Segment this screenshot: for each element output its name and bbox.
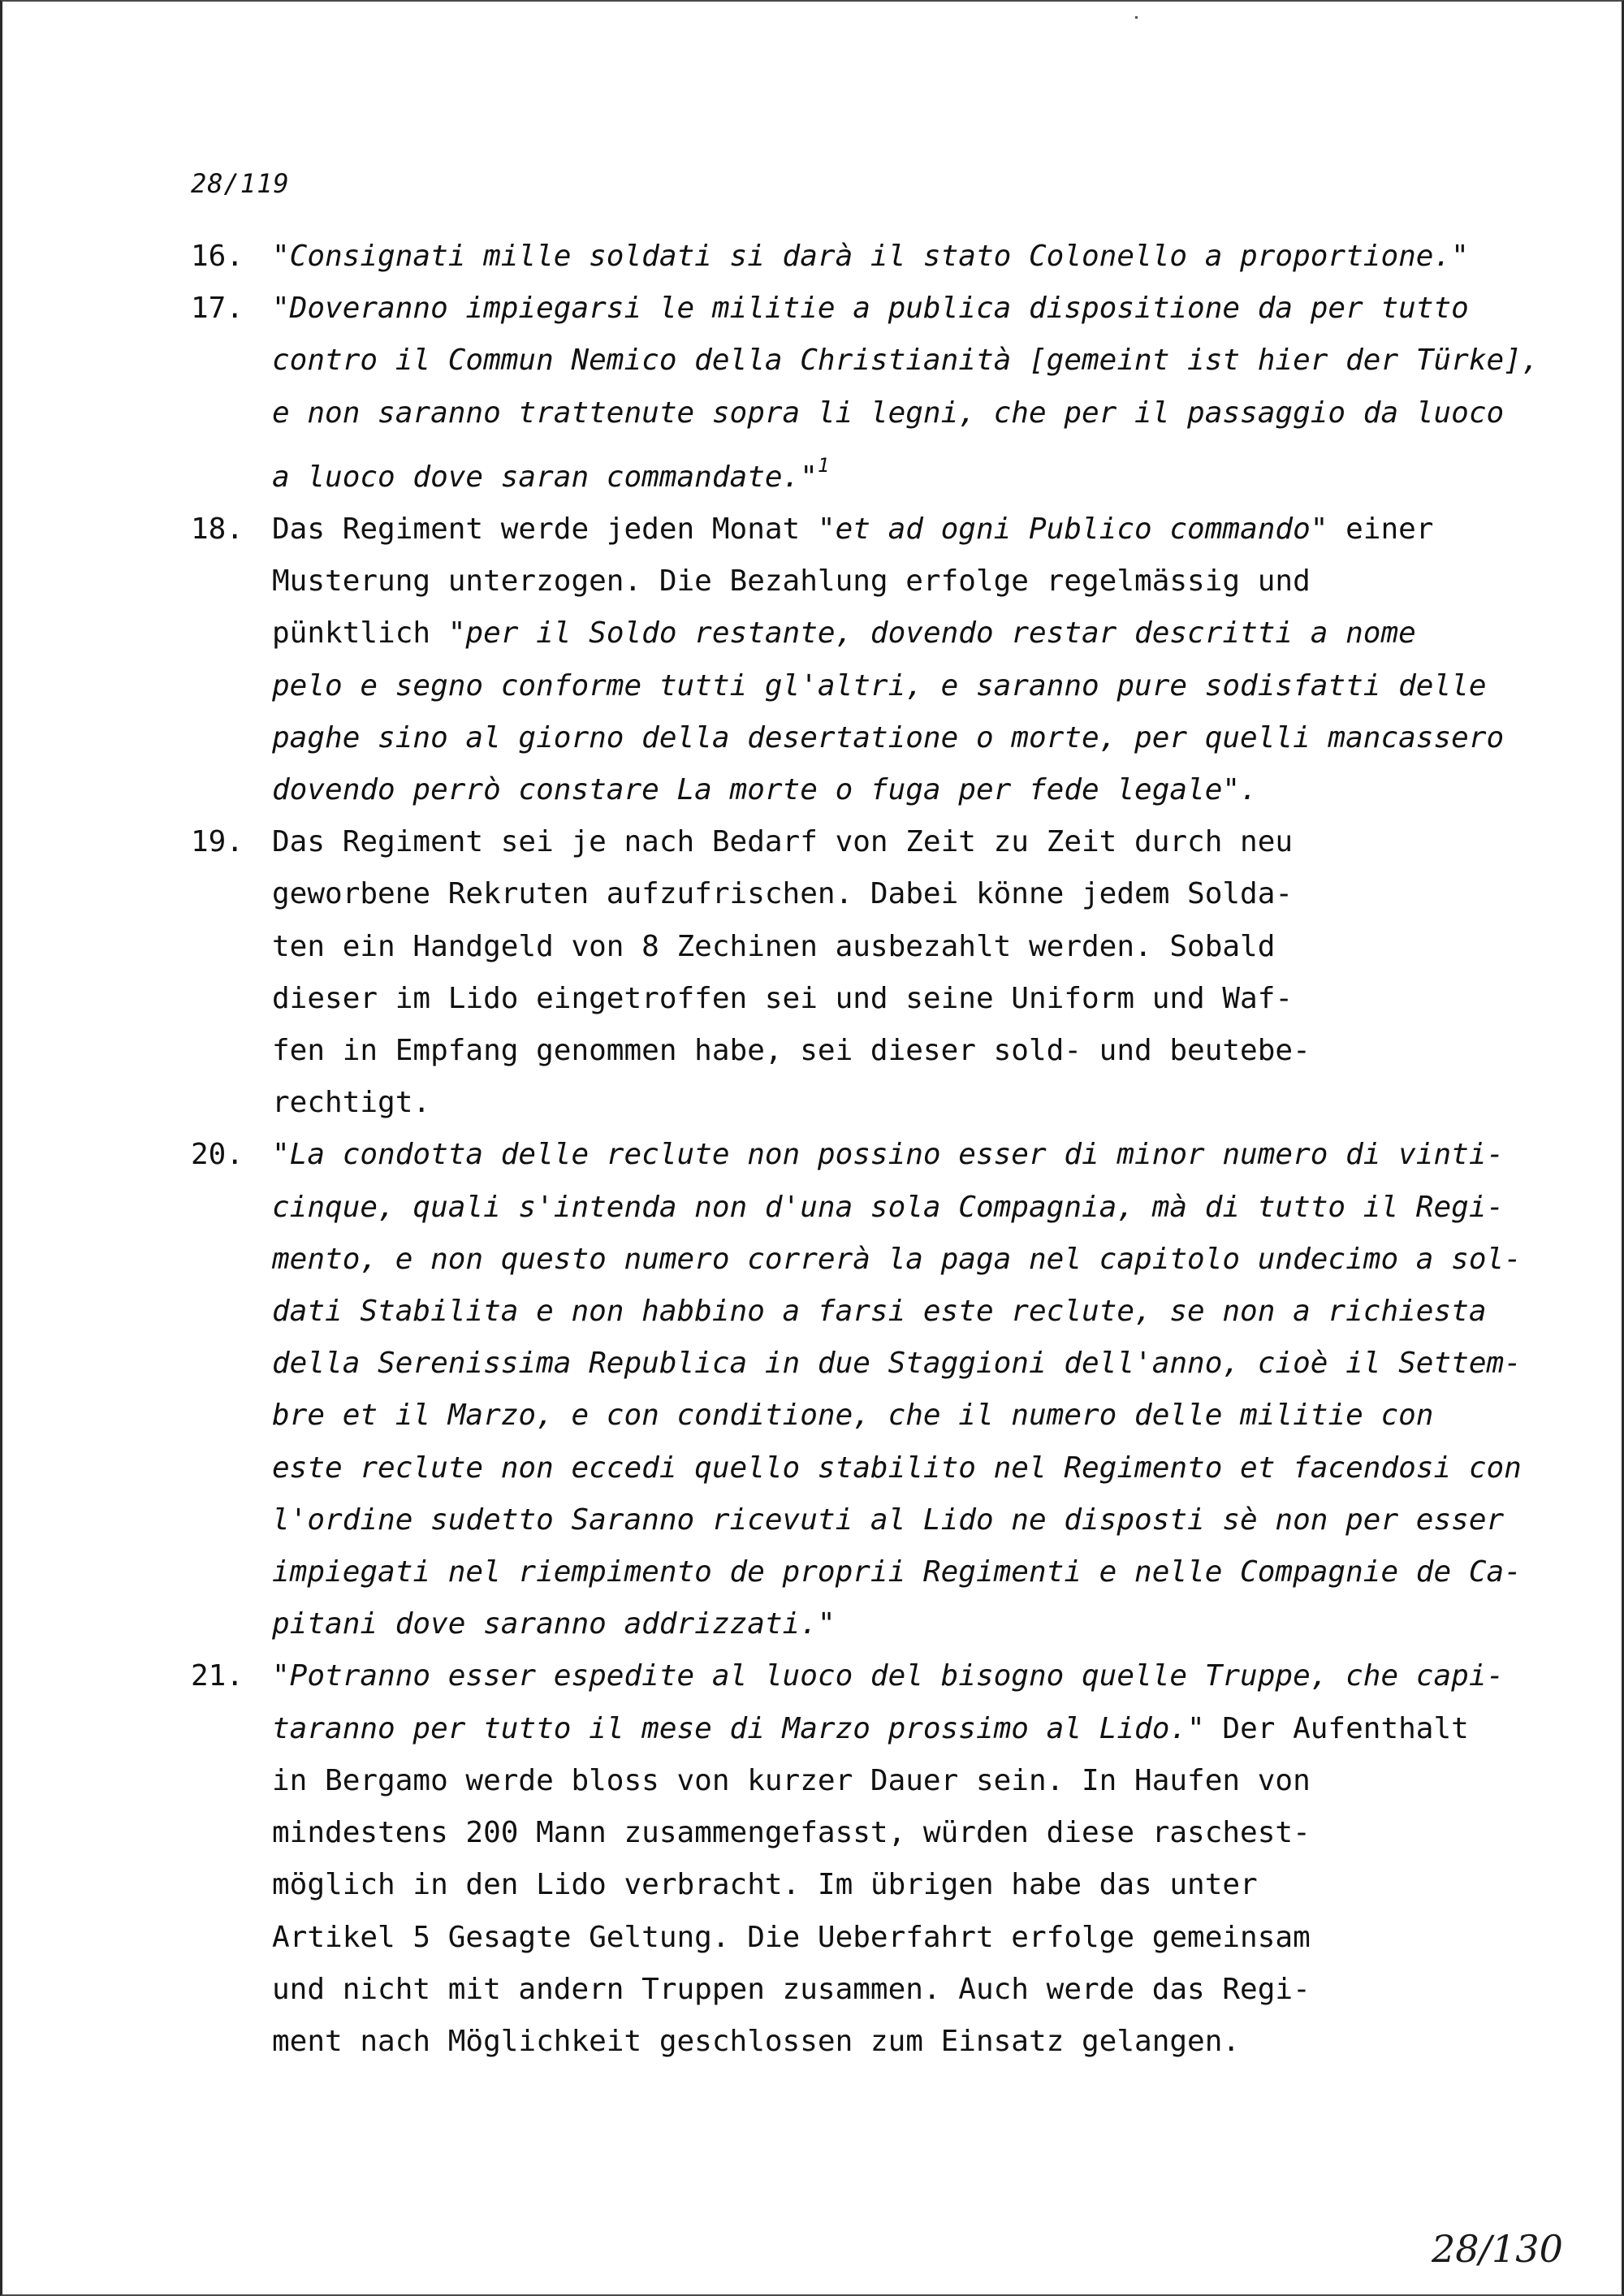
quoted-italian: taranno per tutto il mese di Marzo prossimo al Lido." <box>272 1711 1205 1745</box>
article-text-line: pitani dove saranno addrizzati." <box>272 1607 836 1641</box>
article-text-line: rechtigt. <box>272 1086 431 1120</box>
article-text-line: dati Stabilita e non habbino a farsi este reclute, se non a richiesta <box>272 1295 1487 1329</box>
handwritten-page-number: 28/130 <box>1432 2227 1563 2271</box>
article-number: 21. <box>191 1659 244 1693</box>
article-text-line: paghe sino al giorno della desertatione o morte, per quelli mancassero <box>272 720 1505 755</box>
article-20 <box>191 1129 1522 1650</box>
article-text-line: "Potranno esser espedite al luoco del bisogno quelle Truppe, che capi- <box>272 1659 1505 1693</box>
article-text-line: "La condotta delle reclute non possino esser di minor numero di vinti- <box>272 1138 1505 1172</box>
article-text-line: contro il Commun Nemico della Christianità [gemeint ist hier der Türke], <box>272 344 1540 378</box>
article-number: 20. <box>191 1138 244 1172</box>
article-text: einer <box>1328 512 1434 547</box>
article-text-line: este reclute non eccedi quello stabilito nel Regimento et facendosi con <box>272 1451 1522 1485</box>
article-text-line: Artikel 5 Gesagte Geltung. Die Ueberfahrt erfolge gemeinsam <box>272 1920 1311 1954</box>
article-number: 16. <box>191 240 244 273</box>
article-21 <box>191 1650 1505 2068</box>
article-text-line: möglich in den Lido verbracht. Im übrigen habe das unter <box>272 1868 1258 1902</box>
article-17 <box>191 283 1540 504</box>
article-text-line: Musterung unterzogen. Die Bezahlung erfolge regelmässig und <box>272 564 1311 599</box>
article-18 <box>191 504 1505 816</box>
footnote-marker: 1 <box>817 453 830 477</box>
article-text-line: pelo e segno conforme tutti gl'altri, e saranno pure sodisfatti delle <box>272 668 1487 703</box>
article-text-line: dovendo perrò constare La morte o fuga per fede legale". <box>272 773 1258 807</box>
article-text-line: impiegati nel riempimento de proprii Regimenti e nelle Compagnie de Ca- <box>272 1555 1522 1589</box>
page-number: 28/119 <box>191 168 290 199</box>
article-number: 17. <box>191 292 244 326</box>
quoted-italian: "et ad ogni Publico commando" <box>817 512 1328 547</box>
article-text-line: "Consignati mille soldati si darà il stato Colonello a proportione." <box>272 240 1469 273</box>
article-text: pünktlich <box>272 616 448 651</box>
article-16 <box>191 231 1469 283</box>
article-text-line: geworbene Rekruten aufzufrischen. Dabei könne jedem Solda- <box>272 877 1294 911</box>
article-text-line: "Doveranno impiegarsi le militie a publica dispositione da per tutto <box>272 292 1469 326</box>
article-text-line: in Bergamo werde bloss von kurzer Dauer sein. In Haufen von <box>272 1763 1311 1797</box>
article-text-line: della Serenissima Republica in due Staggioni dell'anno, cioè il Settem- <box>272 1347 1522 1381</box>
article-text-line: mindestens 200 Mann zusammengefasst, würden diese raschest- <box>272 1816 1311 1850</box>
article-text-line: fen in Empfang genommen habe, sei dieser sold- und beutebe- <box>272 1034 1311 1068</box>
article-text-line: Das Regiment sei je nach Bedarf von Zeit zu Zeit durch neu <box>272 825 1294 859</box>
article-text-line: ment nach Möglichkeit geschlossen zum Einsatz gelangen. <box>272 2024 1241 2058</box>
article-text-line: cinque, quali s'intenda non d'una sola Compagnia, mà di tutto il Regi- <box>272 1190 1505 1224</box>
article-text-line: dieser im Lido eingetroffen sei und seine Uniform und Waf- <box>272 981 1294 1015</box>
quoted-italian: "per il Soldo restante, dovendo restar descritti a nome <box>447 616 1416 651</box>
article-text-line: a luoco dove saran commandate." <box>272 460 818 494</box>
article-list <box>191 231 1540 2068</box>
scan-speck <box>1135 16 1138 19</box>
article-text-line: mento, e non questo numero correrà la paga nel capitolo undecimo a sol- <box>272 1242 1522 1276</box>
article-number: 18. <box>191 512 244 547</box>
article-19 <box>191 816 1458 1129</box>
article-number: 19. <box>191 825 244 859</box>
article-text-line: ten ein Handgeld von 8 Zechinen ausbezahlt werden. Sobald <box>272 929 1276 963</box>
article-text: Das Regiment werde jeden Monat <box>272 512 818 547</box>
article-text-line: l'ordine sudetto Saranno ricevuti al Lido ne disposti sè non per esser <box>272 1503 1505 1537</box>
article-text-line: und nicht mit andern Truppen zusammen. Auch werde das Regi- <box>272 1972 1311 2006</box>
article-text-line: e non saranno trattenute sopra li legni, che per il passaggio da luoco <box>272 396 1505 430</box>
article-text: Der Aufenthalt <box>1204 1711 1469 1745</box>
article-text-line: bre et il Marzo, e con conditione, che il numero delle militie con <box>272 1399 1434 1433</box>
